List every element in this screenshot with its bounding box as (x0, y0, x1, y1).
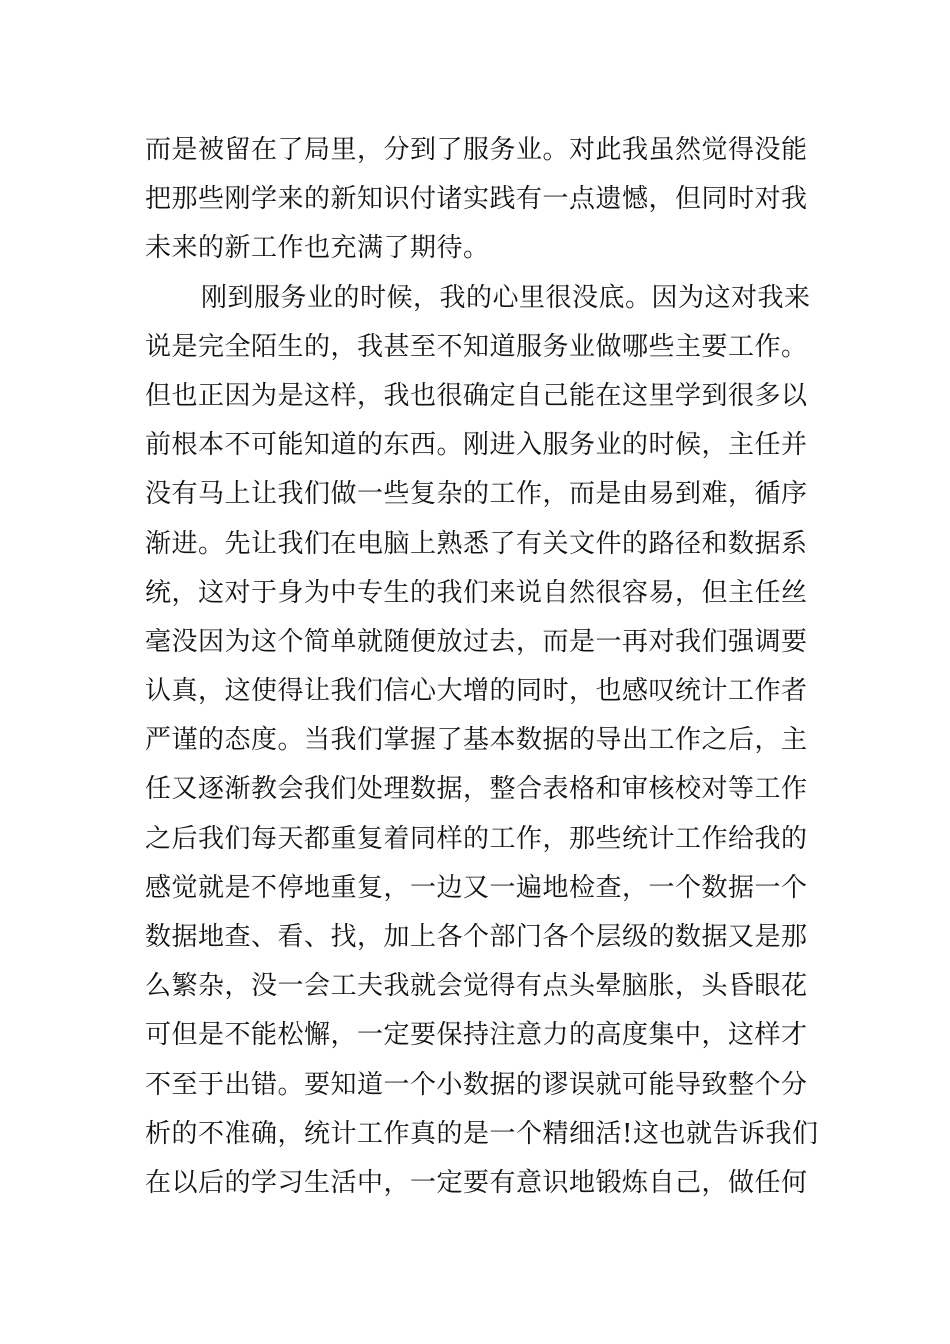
text-line: 之后我们每天都重复着同样的工作，那些统计工作给我的 (145, 823, 808, 854)
text-line: 认真，这使得让我们信心大增的同时，也感叹统计工作者 (145, 676, 808, 707)
text-line: 在以后的学习生活中，一定要有意识地锻炼自己，做任何 (145, 1167, 808, 1198)
text-line: 可但是不能松懈，一定要保持注意力的高度集中，这样才 (145, 1020, 808, 1051)
text-line: 数据地查、看、找，加上各个部门各个层级的数据又是那 (145, 922, 808, 952)
text-line: 前根本不可能知道的东西。刚进入服务业的时候，主任并 (145, 430, 808, 461)
text-line: 把那些刚学来的新知识付诸实践有一点遗憾，但同时对我 (145, 184, 808, 215)
paragraph-start-line: 刚到服务业的时候，我的心里很没底。因为这对我来 (201, 282, 811, 313)
text-line: 没有马上让我们做一些复杂的工作，而是由易到难，循序 (145, 479, 808, 510)
text-line: 统，这对于身为中专生的我们来说自然很容易，但主任丝 (145, 577, 808, 608)
body-text (145, 126, 819, 1208)
text-line: 而是被留在了局里，分到了服务业。对此我虽然觉得没能 (145, 135, 808, 165)
text-line: 析的不准确，统计工作真的是一个精细活!这也就告诉我们 (145, 1118, 819, 1149)
text-line: 但也正因为是这样，我也很确定自己能在这里学到很多以 (145, 380, 808, 411)
text-line: 不至于出错。要知道一个小数据的谬误就可能导致整个分 (145, 1069, 808, 1100)
text-line: 未来的新工作也充满了期待。 (145, 233, 490, 264)
text-line: 渐进。先让我们在电脑上熟悉了有关文件的路径和数据系 (145, 528, 808, 559)
text-line: 毫没因为这个简单就随便放过去，而是一再对我们强调要 (145, 626, 808, 657)
text-line: 任又逐渐教会我们处理数据，整合表格和审核校对等工作 (145, 774, 808, 805)
text-line: 说是完全陌生的，我甚至不知道服务业做哪些主要工作。 (145, 331, 808, 362)
text-line: 感觉就是不停地重复，一边又一遍地检查，一个数据一个 (145, 872, 808, 903)
text-line: 严谨的态度。当我们掌握了基本数据的导出工作之后，主 (145, 725, 808, 756)
text-line: 么繁杂，没一会工夫我就会觉得有点头晕脑胀，头昏眼花 (145, 971, 808, 1002)
